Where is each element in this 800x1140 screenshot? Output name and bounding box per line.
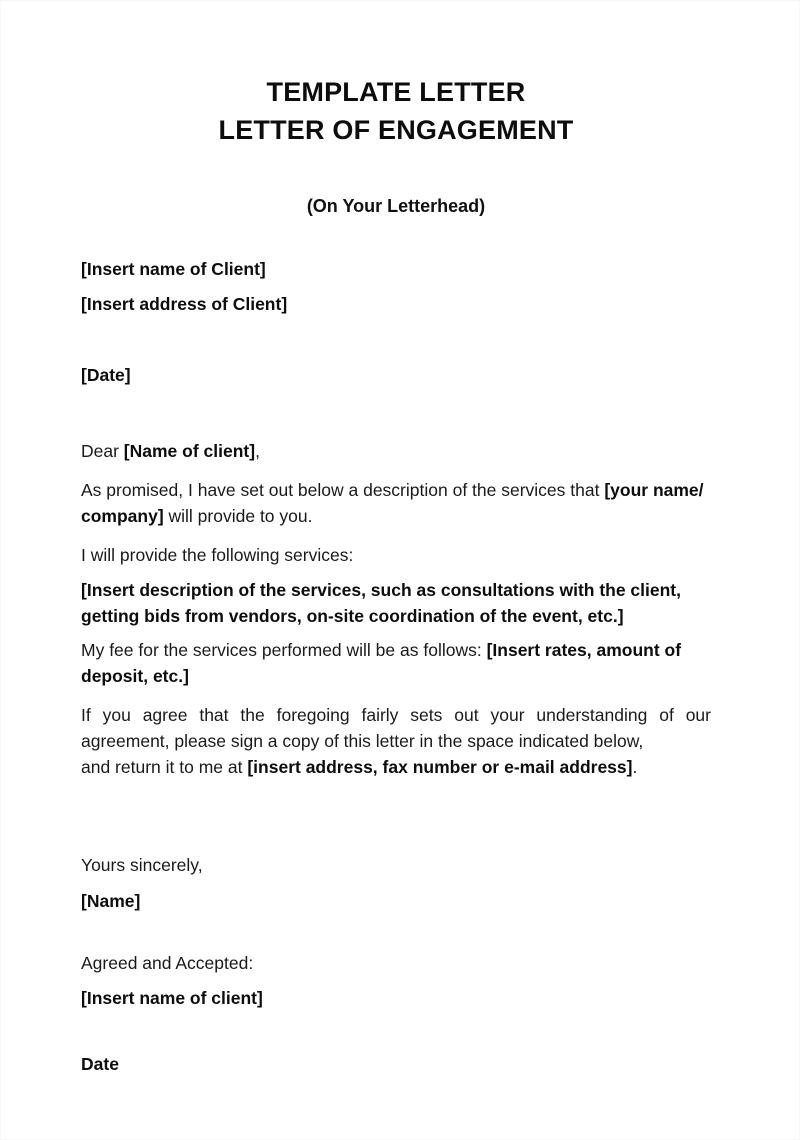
agree-text-after: . <box>632 757 638 777</box>
document-title-line-2: LETTER OF ENGAGEMENT <box>218 115 574 145</box>
closing-name-placeholder: [Name] <box>81 891 141 911</box>
paragraph-fee <box>81 637 711 689</box>
document-title-block <box>81 74 711 148</box>
agree-line-3 <box>81 754 711 780</box>
date-placeholder: [Date] <box>81 365 131 385</box>
letterhead-note: (On Your Letterhead) <box>306 196 486 216</box>
promised-text-after: will provide to you. <box>163 506 313 526</box>
promised-text-before: As promised, I have set out below a description of the services that <box>81 480 605 500</box>
salutation-client-placeholder: [Name of client] <box>123 441 256 461</box>
agree-line-2: agreement, please sign a copy of this letter in the space indicated below, <box>81 731 644 751</box>
client-address-placeholder: [Insert address of Client] <box>81 294 288 314</box>
document-title-line-1: TEMPLATE LETTER <box>266 77 526 107</box>
promised-company-placeholder: [your name/ company] <box>81 480 704 526</box>
paragraph-agreement <box>81 702 711 780</box>
services-description-placeholder: [Insert description of the services, such as consultations with the client, getting bids from vendors, on-site coordination of the event, etc.] <box>81 580 681 626</box>
agree-text-before: and return it to me at <box>81 757 248 777</box>
client-name-placeholder: [Insert name of Client] <box>81 259 266 279</box>
salutation-greeting: Dear <box>81 441 124 461</box>
agreed-and-accepted-label: Agreed and Accepted: <box>81 953 254 973</box>
paragraph-following-services: I will provide the following services: <box>81 545 354 565</box>
salutation-comma: , <box>255 441 260 461</box>
fee-text-before: My fee for the services performed will be as follows: <box>81 640 487 660</box>
agree-line-1: If you agree that the foregoing fairly sets out your understanding of our <box>81 705 711 725</box>
agreed-client-name-placeholder: [Insert name of client] <box>81 988 263 1008</box>
paragraph-promised <box>81 477 711 529</box>
closing-sign-off: Yours sincerely, <box>81 855 203 875</box>
signature-date-label: Date <box>81 1054 119 1074</box>
salutation-line <box>81 438 711 464</box>
fee-rates-placeholder: [Insert rates, amount of deposit, etc.] <box>81 640 682 686</box>
agree-contact-placeholder: [insert address, fax number or e-mail address] <box>247 757 633 777</box>
